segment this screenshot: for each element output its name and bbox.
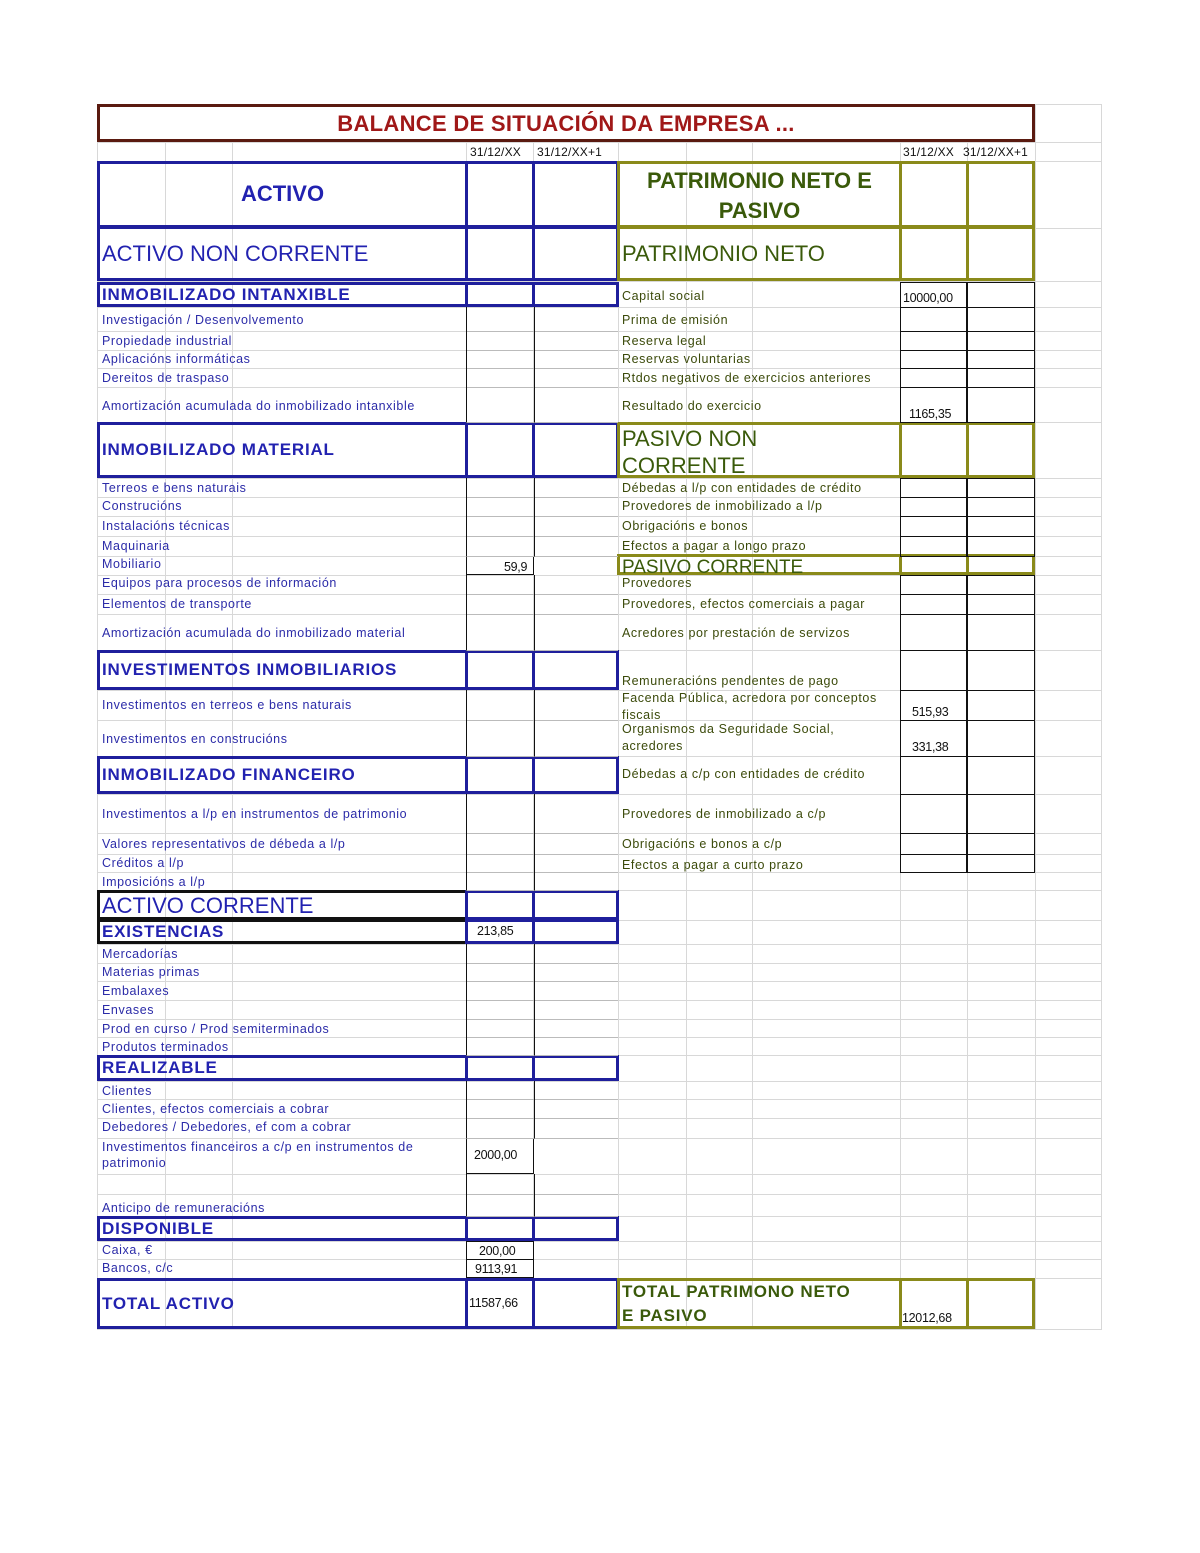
realizable-cell-b [532,1055,619,1081]
value-cell [534,350,618,369]
value-cell [466,368,534,388]
resultado-value: 1165,35 [909,407,952,421]
activo-header-cell-a [465,161,535,228]
grid-line [1101,104,1102,1329]
pasivo-header-cell-b [966,161,1035,228]
financeiro-title: INMOBILIZADO FINANCEIRO [102,765,356,784]
investimentos-title: INVESTIMENTOS INMOBILIARIOS [102,660,398,679]
value-cell [967,833,1035,855]
value-cell [534,963,618,982]
pasivo-non-corrente-item: Débedas a l/p con entidades de crédito [622,481,862,495]
value-cell [967,794,1035,834]
grid-line [97,1329,1102,1330]
existencias-item: Embalaxes [102,984,170,998]
material-item: Elementos de transporte [102,597,252,611]
value-cell [534,690,618,721]
activo-non-corrente-cell-a [465,226,535,281]
activo-non-corrente-cell-b [532,226,619,281]
grid-line [97,1259,1102,1260]
value-cell [534,944,618,964]
value-cell [900,516,967,537]
pasivo-corrente-item: Provedores [622,576,692,590]
value-cell [967,331,1035,351]
grid-line [752,104,753,1329]
value-cell [967,614,1035,651]
value-cell [900,368,967,388]
value-cell [534,1000,618,1020]
value-cell [534,307,618,332]
value-cell [967,387,1035,423]
material-item: Instalacións técnicas [102,519,230,533]
total-pasivo-line2: E PASIVO [622,1306,708,1325]
value-cell [466,1019,534,1038]
disponible-title: DISPONIBLE [102,1219,214,1238]
col-header-left-b: 31/12/XX+1 [537,145,603,159]
pasivo-corrente-item2: Débedas a c/p con entidades de crédito [622,767,866,781]
intanxible-item: Aplicacións informáticas [102,352,251,366]
value-cell [534,720,618,757]
col-header-left-a: 31/12/XX [470,145,521,159]
pasivo-corrente-cell-a [899,554,969,575]
existencias-item: Envases [102,1003,155,1017]
value-cell [534,478,618,498]
value-cell [967,720,1035,757]
value-cell [466,963,534,982]
value-cell [900,614,967,651]
anticipo-label: Anticipo de remuneracións [102,1201,265,1215]
material-title: INMOBILIZADO MATERIAL [102,440,335,459]
intanxible-cell-a [465,282,535,307]
value-cell [534,575,618,595]
value-cell [967,282,1035,308]
value-cell [967,368,1035,388]
material-item: Maquinaria [102,539,170,553]
pasivo-non-corrente-cell-b [966,422,1035,478]
value-cell [466,387,534,423]
value-cell [466,1118,534,1139]
value-cell [534,1118,618,1139]
pasivo-corrente-item: Remuneracións pendentes de pago [622,674,839,688]
value-cell [534,331,618,351]
value-cell [466,575,534,595]
pasivo-corrente-item: Provedores, efectos comerciais a pagar [622,597,866,611]
facenda-line2: fiscais [622,708,661,722]
bancos-value: 9113,91 [475,1262,518,1276]
value-cell [900,307,967,332]
realizable-inv-line1: Investimentos financeiros a c/p en instrumentos de [102,1140,414,1154]
value-cell [900,594,967,615]
financeiro-item: Investimentos a l/p en instrumentos de patrimonio [102,807,408,821]
value-cell [900,575,967,595]
value-cell [900,478,967,498]
pasivo-corrente-item2: Obrigacións e bonos a c/p [622,837,783,851]
pasivo-non-corrente-line2: CORRENTE [622,453,746,478]
value-cell [466,307,534,332]
col-header-right-b: 31/12/XX+1 [963,145,1029,159]
value-cell [534,1037,618,1056]
value-cell [900,497,967,517]
material-cell-a [465,422,535,478]
material-item: Terreos e bens naturais [102,481,247,495]
value-cell [967,650,1035,691]
existencias-value: 213,85 [477,924,514,938]
pasivo-non-corrente-line1: PASIVO NON [622,426,758,451]
intanxible-item: Amortización acumulada do inmobilizado intanxible [102,399,415,413]
caixa-label: Caixa, € [102,1243,153,1257]
value-cell [466,1037,534,1056]
pn-item: Reserva legal [622,334,707,348]
realizable-inv-value: 2000,00 [474,1148,518,1162]
pn-title: PATRIMONIO NETO [622,241,825,266]
value-cell [900,350,967,369]
value-cell [466,536,534,557]
value-cell [466,350,534,369]
activo-non-corrente-title: ACTIVO NON CORRENTE [102,241,369,266]
pasivo-header-line1: PATRIMONIO NETO E [647,168,872,193]
value-cell [534,1081,618,1100]
value-cell [466,720,534,757]
total-activo-label: TOTAL ACTIVO [102,1294,235,1313]
value-cell [534,1099,618,1119]
value-cell [967,516,1035,537]
pasivo-corrente-cell-b [966,554,1035,575]
material-item: Construcións [102,499,183,513]
value-cell [967,690,1035,721]
disponible-cell-a [465,1216,535,1241]
financeiro-item: Créditos a l/p [102,856,185,870]
value-cell [466,331,534,351]
investimentos-item: Investimentos en terreos e bens naturais [102,698,352,712]
facenda-value: 515,93 [912,705,949,719]
ss-line2: acredores [622,739,683,753]
pn-item: Resultado do exercicio [622,399,762,413]
value-cell [967,497,1035,517]
value-cell [466,516,534,537]
value-cell [466,478,534,498]
intanxible-item: Investigación / Desenvolvemento [102,313,305,327]
value-cell [534,368,618,388]
value-cell [967,575,1035,595]
value-cell [466,981,534,1001]
pasivo-header-cell-a [899,161,969,228]
value-cell [534,536,618,557]
pn-cell-b [966,226,1035,281]
value-cell [967,350,1035,369]
value-cell [466,594,534,615]
value-cell [534,1019,618,1038]
ss-value: 331,38 [912,740,949,754]
pn-item: Reservas voluntarias [622,352,751,366]
value-cell [466,1081,534,1100]
value-cell [967,594,1035,615]
value-cell [900,650,967,691]
total-pasivo-value: 12012,68 [902,1311,952,1325]
activo-header-cell-b [532,161,619,228]
pn-cell-a [899,226,969,281]
existencias-item: Produtos terminados [102,1040,229,1054]
realizable-cell-a [465,1055,535,1081]
value-cell [900,794,967,834]
activo-corrente-cell-a [465,890,535,920]
value-cell [466,833,534,855]
value-cell [967,536,1035,557]
value-cell [967,854,1035,873]
caixa-value: 200,00 [479,1244,516,1258]
value-cell [466,1174,534,1195]
bancos-label: Bancos, c/c [102,1261,174,1275]
value-cell [534,833,618,855]
grid-line [1035,104,1036,1329]
existencias-item: Materias primas [102,965,200,979]
existencias-item: Mercadorías [102,947,179,961]
existencias-cell-b [532,919,619,944]
total-pasivo-cell-b [966,1278,1035,1329]
material-item: Mobiliario [102,557,162,571]
intanxible-item: Dereitos de traspaso [102,371,230,385]
value-cell [900,536,967,557]
grid-line [686,104,687,1329]
pasivo-non-corrente-item: Obrigacións e bonos [622,519,749,533]
value-cell [466,497,534,517]
grid-line [97,142,1102,143]
value-cell [534,594,618,615]
value-cell [967,307,1035,332]
activo-corrente-title: ACTIVO CORRENTE [102,893,314,918]
value-cell [534,387,618,423]
value-cell [534,981,618,1001]
value-cell [534,516,618,537]
disponible-cell-b [532,1216,619,1241]
material-cell-b [532,422,619,478]
material-item: Equipos para procesos de información [102,576,337,590]
pasivo-non-corrente-item: Efectos a pagar a longo prazo [622,539,807,553]
investimentos-item: Investimentos en construcións [102,732,288,746]
capital-value: 10000,00 [903,291,953,305]
value-cell [967,478,1035,498]
pasivo-corrente-item2: Provedores de inmobilizado a c/p [622,807,827,821]
value-cell [967,756,1035,795]
pasivo-non-corrente-cell-a [899,422,969,478]
pasivo-corrente-item2: Efectos a pagar a curto prazo [622,858,804,872]
page-title: BALANCE DE SITUACIÓN DA EMPRESA ... [337,111,795,136]
realizable-title: REALIZABLE [102,1058,218,1077]
value-cell [534,854,618,873]
value-cell [466,794,534,834]
total-activo-value: 11587,66 [469,1296,518,1310]
financeiro-cell-b [532,756,619,794]
value-cell [534,1194,618,1217]
value-cell [534,1174,618,1195]
value-cell [466,872,534,891]
value-cell [900,756,967,795]
pasivo-corrente-item: Acredores por prestación de servizos [622,626,850,640]
grid-line [97,1241,1102,1242]
existencias-item: Prod en curso / Prod semiterminados [102,1022,330,1036]
value-cell [466,854,534,873]
value-cell [534,872,618,891]
realizable-item: Debedores / Debedores, ef com a cobrar [102,1120,352,1134]
mobiliario-value: 59,9 [504,560,528,574]
pn-item: Prima de emisión [622,313,729,327]
value-cell [466,614,534,651]
value-cell [466,690,534,721]
intanxible-cell-b [532,282,619,307]
pasivo-header-line2: PASIVO [718,198,801,223]
value-cell [466,1099,534,1119]
value-cell [534,794,618,834]
activo-header: ACTIVO [240,181,325,206]
investimentos-cell-a [465,650,535,690]
realizable-inv-line2: patrimonio [102,1156,167,1170]
realizable-item: Clientes [102,1084,152,1098]
pasivo-corrente-title: PASIVO CORRENTE [622,557,804,573]
pn-item: Rtdos negativos de exercicios anteriores [622,371,872,385]
value-cell [534,614,618,651]
intanxible-item: Propiedade industrial [102,334,233,348]
pasivo-corrente-title-clip [620,556,899,573]
facenda-line1: Facenda Pública, acredora por conceptos [622,691,877,705]
ss-line1: Organismos da Seguridade Social, [622,722,835,736]
existencias-title: EXISTENCIAS [102,922,225,941]
pasivo-non-corrente-item: Provedores de inmobilizado a l/p [622,499,823,513]
intanxible-title: INMOBILIZADO INTANXIBLE [102,285,351,304]
investimentos-cell-b [532,650,619,690]
total-activo-cell-b [532,1278,619,1329]
material-item: Amortización acumulada do inmobilizado material [102,626,406,640]
value-cell [900,854,967,873]
value-cell [900,331,967,351]
value-cell [466,1194,534,1217]
value-cell [466,944,534,964]
total-pasivo-line1: TOTAL PATRIMONO NETO [622,1282,851,1301]
financeiro-item: Imposicións a l/p [102,875,206,889]
financeiro-cell-a [465,756,535,794]
value-cell [534,497,618,517]
col-header-right-a: 31/12/XX [903,145,954,159]
value-cell [466,1000,534,1020]
value-cell [900,833,967,855]
financeiro-item: Valores representativos de débeda a l/p [102,837,346,851]
activo-corrente-cell-b [532,890,619,920]
pn-item: Capital social [622,289,705,303]
realizable-item: Clientes, efectos comerciais a cobrar [102,1102,330,1116]
